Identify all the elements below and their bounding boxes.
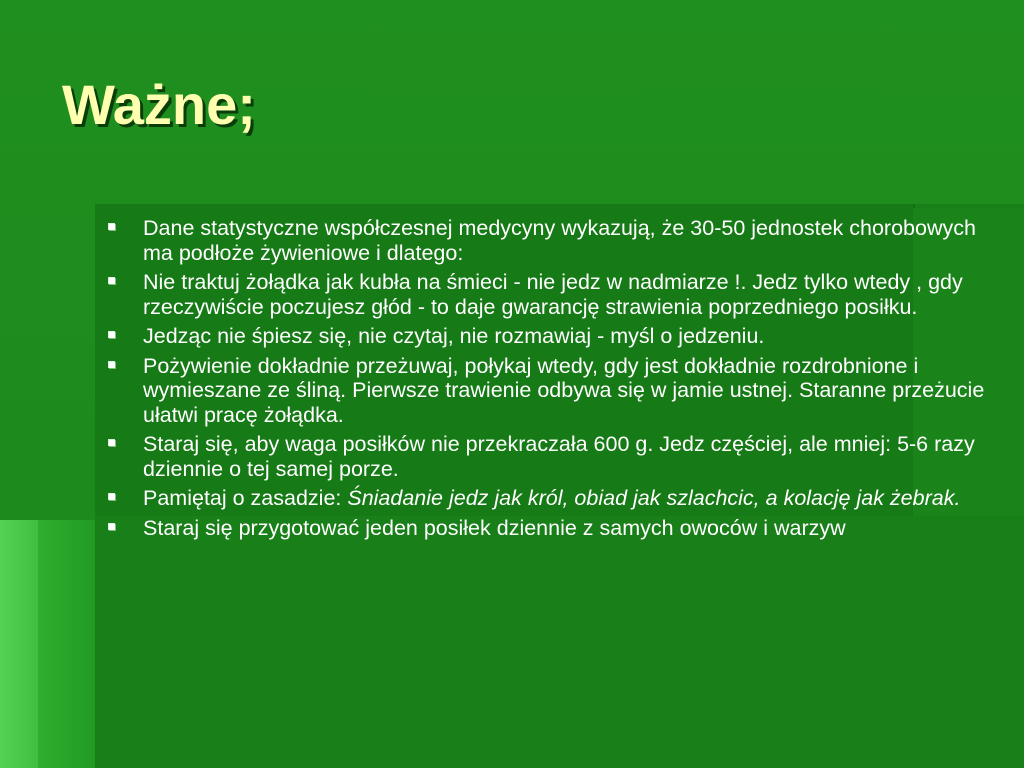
bullet-list [103, 216, 1003, 545]
bullet-item [103, 432, 1003, 481]
square-bullet-icon [108, 439, 115, 446]
square-bullet-icon [108, 361, 115, 368]
bullet-item [103, 324, 1003, 349]
bullet-item [103, 270, 1003, 319]
square-bullet-icon [108, 331, 115, 338]
bullet-item [103, 486, 1003, 511]
bullet-text: Pożywienie dokładnie przeżuwaj, połykaj wtedy, gdy jest dokładnie rozdrobnione i wymieszane ze śliną. Pierwsze trawienie odbywa się w jamie ustnej. Staranne przeżucie ułatwi pracę żołądka. [143, 353, 985, 427]
bullet-text: Staraj się przygotować jeden posiłek dziennie z samych owoców i warzyw [143, 515, 846, 540]
square-bullet-icon [108, 277, 115, 284]
slide-title: Ważne; [62, 73, 256, 136]
square-bullet-icon [108, 223, 115, 230]
square-bullet-icon [108, 523, 115, 530]
bullet-text: Nie traktuj żołądka jak kubła na śmieci - nie jedz w nadmiarze !. Jedz tylko wtedy , gdy rzeczywiście poczujesz głód - to daje gwarancję strawienia poprzedniego posiłku. [143, 270, 963, 319]
bullet-text: Dane statystyczne współczesnej medycyny wykazują, że 30-50 jednostek chorobowych ma podłoże żywieniowe i dlatego: [143, 216, 976, 265]
bullet-text: Staraj się, aby waga posiłków nie przekraczała 600 g. Jedz częściej, ale mniej: 5-6 razy dziennie o tej samej porze. [143, 432, 975, 481]
bullet-item [103, 216, 1003, 265]
bullet-item [103, 354, 1003, 428]
bullet-text: Pamiętaj o zasadzie: [143, 486, 348, 510]
square-bullet-icon [108, 493, 115, 500]
bullet-text: Jedząc nie śpiesz się, nie czytaj, nie rozmawiaj - myśl o jedzeniu. [143, 324, 765, 348]
bullet-italic-quote: Śniadanie jedz jak król, obiad jak szlachcic, a kolację jak żebrak. [347, 486, 961, 510]
bullet-item [103, 516, 1003, 541]
decorative-left-strip-light [0, 520, 38, 768]
